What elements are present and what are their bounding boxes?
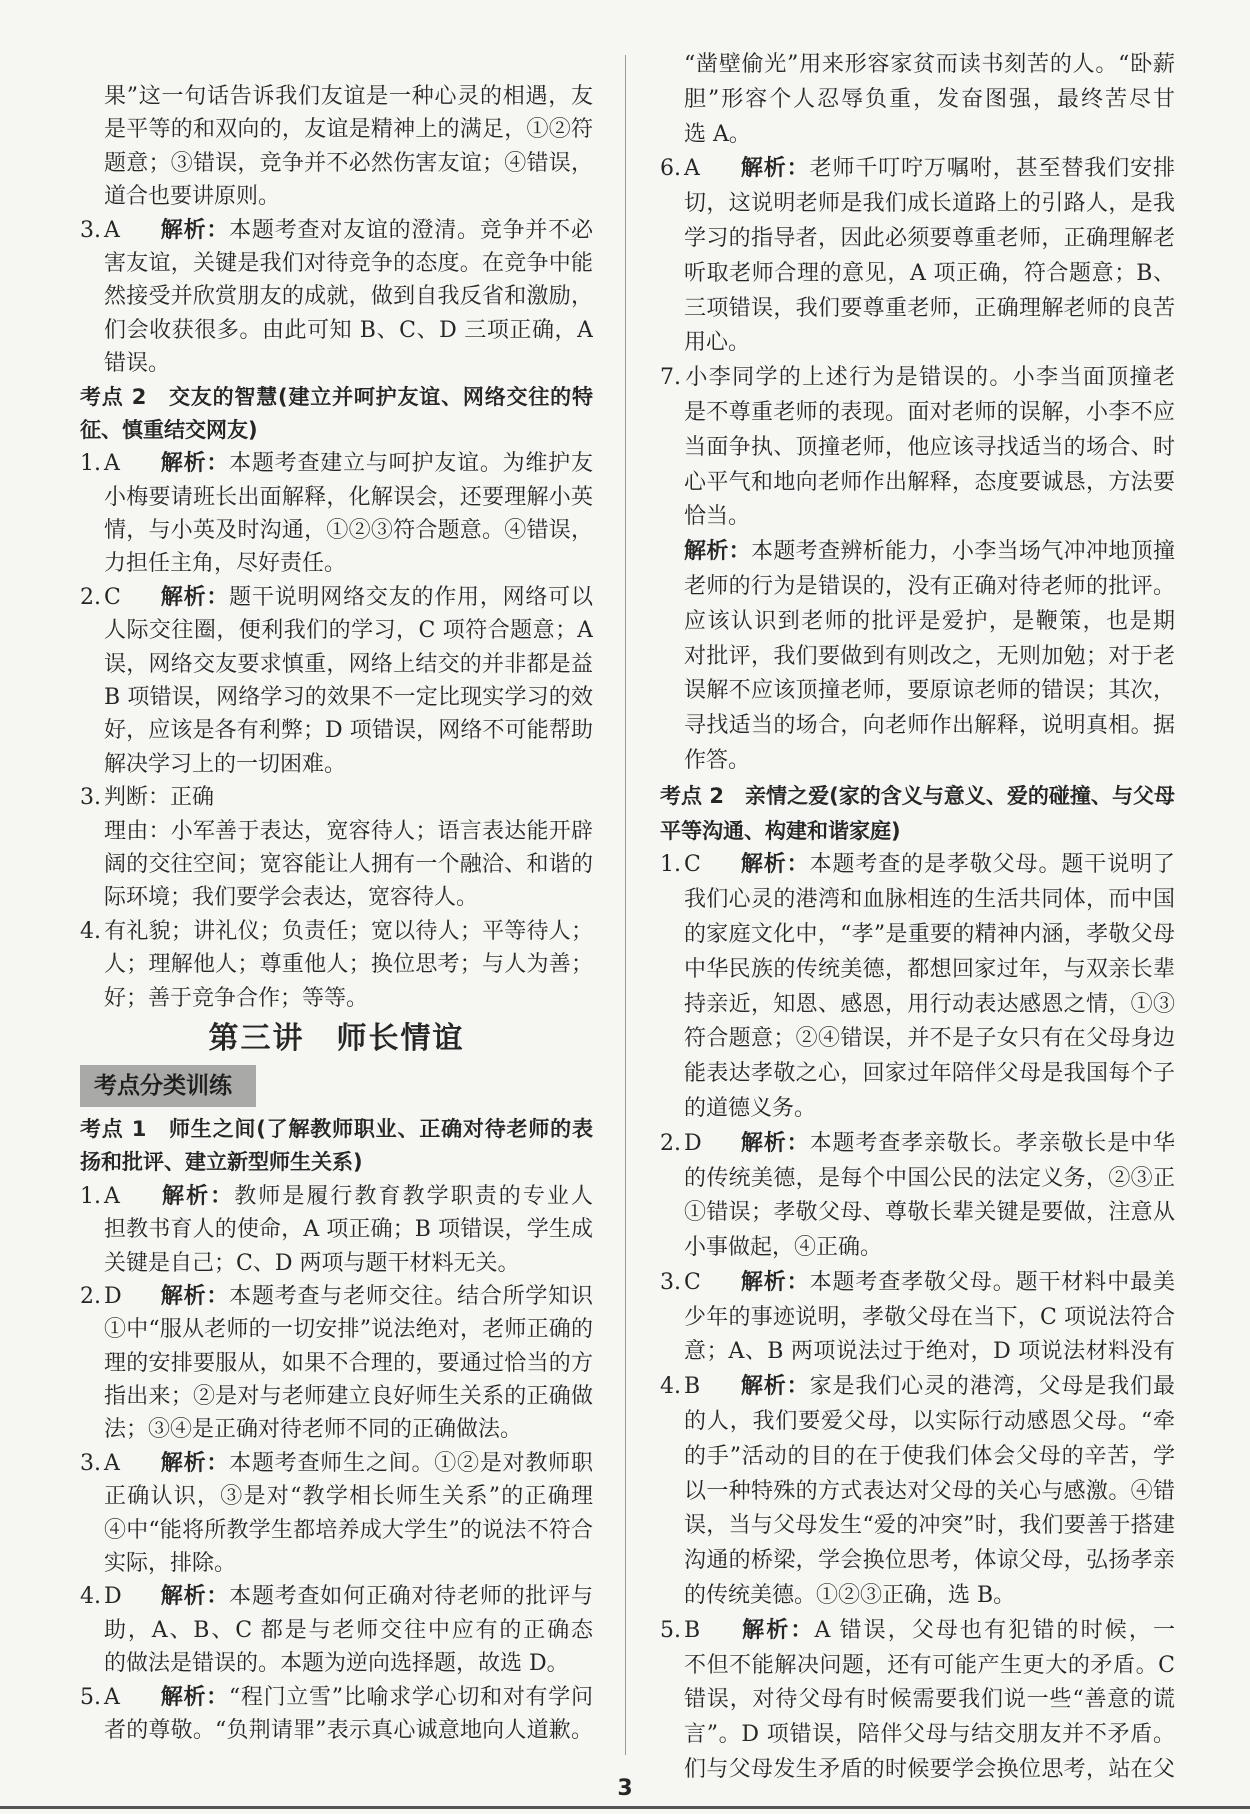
page-number: 3: [617, 1776, 633, 1801]
line-text: 的做法是错误的。本题为逆向选择题，故选 D。: [104, 1651, 569, 1677]
text-line: [660, 1022, 1175, 1057]
text-line: [80, 881, 593, 914]
line-text: “程门立雪”比喻求学心切和对有学问: [228, 1684, 593, 1710]
line-text: 沟通的桥梁，学会换位思考，体谅父母，弘扬孝亲: [684, 1548, 1175, 1574]
line-text: 平等沟通、构建和谐家庭): [660, 818, 901, 843]
text-line: [660, 292, 1175, 327]
line-text: 误，当与父母发生“爱的冲突”时，我们要善于搭建: [684, 1513, 1175, 1539]
line-text: 道合也要讲原则。: [104, 184, 281, 210]
text-line: [80, 1380, 593, 1413]
line-text: 意；A、B 两项说法过于绝对，D 项说法材料没有: [684, 1339, 1175, 1365]
text-line: [80, 948, 593, 981]
text-line: [660, 1335, 1175, 1370]
text-line: [660, 1753, 1175, 1788]
left-column: [80, 80, 593, 1747]
line-text: 关键是自己；C、D 两项与题干材料无关。: [104, 1250, 520, 1276]
line-text: 本题考查与老师交往。结合所学知识: [229, 1283, 593, 1309]
column-divider: [625, 55, 626, 1755]
line-text: 中华民族的传统美德，都想回家过年，与双亲长辈: [684, 956, 1175, 982]
line-text: 选 A。: [684, 121, 751, 147]
line-text: 能表达孝敬之心，回家过年陪伴父母是我国每个子: [684, 1061, 1175, 1087]
text-line: [80, 147, 593, 180]
answer-item-line: [80, 1180, 593, 1213]
answer-choice: D: [104, 1584, 122, 1610]
line-text: 错误。: [104, 351, 171, 377]
item-number: 2.: [80, 584, 101, 610]
text-line: [660, 257, 1175, 292]
text-line: [80, 1547, 593, 1580]
answer-item-line: [660, 1370, 1175, 1405]
text-line: [80, 815, 593, 848]
line-text: 作答。: [684, 747, 751, 773]
line-text: 我们心灵的港湾和血脉相连的生活共同体，而中国: [684, 887, 1175, 913]
text-line: [80, 748, 593, 781]
text-line: [660, 83, 1175, 118]
line-text: 正确认识，③是对“教学相长师生关系”的正确理: [104, 1484, 593, 1510]
line-text: 本题考查的是孝敬父母。题干说明了: [809, 852, 1175, 878]
text-line: [80, 547, 593, 580]
text-line: [80, 1247, 593, 1280]
text-line: [80, 848, 593, 881]
item-number: 3.: [80, 785, 101, 811]
text-line: [80, 982, 593, 1015]
line-text: 们会收获很多。由此可知 B、C、D 三项正确，A: [104, 317, 593, 343]
lecture-title: 第三讲 师长情谊: [208, 1020, 465, 1056]
text-line: [80, 714, 593, 747]
text-line: [660, 883, 1175, 918]
item-number: 3.: [80, 1450, 101, 1476]
line-text: 考点 2 交友的智慧(建立并呵护友谊、网络交往的特: [80, 384, 593, 409]
line-text: 小梅要请班长出面解释，化解误会，还要理解小英: [104, 484, 593, 510]
text-line: [80, 1480, 593, 1513]
analysis-label: 解析：: [740, 1374, 810, 1400]
text-line: [660, 1649, 1175, 1684]
answer-choice: B: [684, 1617, 701, 1643]
answer-choice: A: [104, 451, 120, 477]
analysis-label: 解析：: [160, 1684, 229, 1710]
text-line: [660, 1162, 1175, 1197]
text-line: [80, 80, 593, 113]
analysis-label: 解析：: [740, 156, 810, 182]
section-banner: [80, 1063, 593, 1113]
text-line: [80, 347, 593, 380]
answer-item-line: [660, 361, 1175, 396]
answer-item-line: [80, 1280, 593, 1313]
answer-choice: A: [684, 156, 700, 182]
line-text: 理的安排要服从，如果不合理的，要通过恰当的方: [104, 1350, 593, 1376]
line-text: 考点 2 亲情之爱(家的含义与意义、爱的碰撞、与父母: [660, 783, 1175, 808]
line-text: 是不尊重老师的表现。面对老师的误解，小李不应: [684, 399, 1175, 425]
text-line: [660, 396, 1175, 431]
analysis-label: 解析：: [740, 1130, 810, 1156]
text-line: [80, 113, 593, 146]
answer-choice: B: [684, 1374, 701, 1400]
text-line: [80, 1213, 593, 1246]
item-number: 6.: [660, 156, 681, 182]
text-line: [660, 500, 1175, 535]
line-text: 实际，排除。: [104, 1551, 237, 1577]
analysis-label: 解析：: [160, 1584, 230, 1610]
line-text: 力担任主角，尽好责任。: [104, 551, 347, 577]
item-number: 2.: [660, 1130, 681, 1156]
line-text: 少年的事迹说明，孝敬父母在当下，C 项说法符合: [684, 1304, 1175, 1330]
answer-choice: A: [104, 1450, 120, 1476]
text-line: [80, 514, 593, 547]
text-line: [80, 1413, 593, 1446]
line-text: 本题考查师生之间。①②是对教师职: [229, 1450, 593, 1476]
text-line: [660, 431, 1175, 466]
answer-choice: A: [104, 1684, 120, 1710]
answer-item-line: [80, 1447, 593, 1480]
answer-item-line: [80, 214, 593, 247]
line-text: 教师是履行教育教学职责的专业人: [234, 1183, 593, 1209]
item-number: 4.: [80, 918, 101, 944]
line-text: 的家庭文化中，“孝”是重要的精神内涵，孝敬父母: [684, 921, 1175, 947]
line-text: 扬和批评、建立新型师生关系): [80, 1150, 363, 1175]
line-text: 本题考查对友谊的澄清。竞争并不必: [229, 217, 593, 243]
line-text: 们与父母发生矛盾的时候要学会换位思考，站在父: [684, 1757, 1175, 1783]
answer-item-line: [80, 781, 593, 814]
bottom-rule: [0, 1806, 1250, 1809]
analysis-label: 解析：: [684, 539, 751, 565]
line-text: 理由：小军善于表达，宽容待人；语言表达能开辟: [104, 818, 593, 844]
line-text: 人际交往圈，便利我们的学习，C 项符合题意；A: [104, 618, 593, 644]
answer-item-line: [660, 1266, 1175, 1301]
line-text: 误解不应该顶撞老师，要原谅老师的错误；其次，: [684, 678, 1175, 704]
analysis-label: 解析：: [160, 1283, 230, 1309]
line-text: 本题考查孝亲敬长。孝亲敬长是中华: [809, 1130, 1175, 1156]
topic-heading-line: [80, 1113, 593, 1146]
text-line: [660, 118, 1175, 153]
answer-choice: D: [104, 1283, 122, 1309]
line-text: 征、慎重结交网友): [80, 417, 258, 442]
line-text: 考点 1 师生之间(了解教师职业、正确对待老师的表: [80, 1116, 593, 1141]
text-line: [660, 1231, 1175, 1266]
answer-item-line: [80, 915, 593, 948]
text-line: [660, 1196, 1175, 1231]
line-text: 的手”活动的目的在于使我们体会父母的辛苦，学: [684, 1443, 1175, 1469]
text-line: [660, 187, 1175, 222]
answer-choice: A: [104, 1183, 120, 1209]
line-text: 的人，我们要爱父母，以实际行动感恩父母。“牵: [684, 1409, 1175, 1435]
line-text: ④中“能将所教学生都培养成大学生”的说法不符合: [104, 1517, 593, 1543]
line-text: 果”这一句话告诉我们友谊是一种心灵的相遇，友: [104, 84, 593, 109]
line-text: 符合题意；②④错误，并不是子女只有在父母身边: [684, 1026, 1175, 1052]
text-line: [80, 648, 593, 681]
text-line: [660, 1509, 1175, 1544]
analysis-label: 解析：: [740, 852, 810, 878]
line-text: 人；理解他人；尊重他人；换位思考；与人为善；: [104, 952, 593, 978]
line-text: 判断：正确: [104, 785, 215, 811]
line-text: 本题考查辨析能力，小李当场气冲冲地顶撞: [751, 539, 1175, 565]
line-text: 害友谊，关键是我们对待竞争的态度。在竞争中能: [104, 250, 593, 276]
text-line: [80, 180, 593, 213]
line-text: 际环境；我们要学会表达，宽容待人。: [104, 885, 479, 911]
text-line: [80, 280, 593, 313]
line-text: 持亲近，知恩、感恩，用行动表达感恩之情，①③: [684, 991, 1175, 1017]
topic-heading-line: [660, 814, 1175, 849]
line-text: B 项错误，网络学习的效果不一定比现实学习的效: [104, 685, 593, 711]
right-column: [660, 48, 1175, 1788]
item-number: 4.: [80, 1584, 101, 1610]
analysis-label: 解析：: [740, 1269, 810, 1295]
line-text: 胆”形容个人忍辱负重，发奋图强，最终苦尽甘: [684, 86, 1175, 112]
line-text: 应该认识到老师的批评是爱护，是鞭策，也是期: [684, 608, 1175, 634]
analysis-label: 解析：: [160, 1183, 235, 1209]
item-number: 1.: [660, 852, 681, 878]
text-line: [660, 709, 1175, 744]
line-text: 担教书育人的使命，A 项正确；B 项错误，学生成: [104, 1217, 593, 1243]
line-text: 不但不能解决问题，还有可能产生更大的矛盾。C: [684, 1652, 1175, 1678]
line-text: 的传统美德。①②③正确，选 B。: [684, 1583, 1016, 1609]
text-line: [660, 953, 1175, 988]
text-line: [660, 535, 1175, 570]
text-line: [80, 1714, 593, 1747]
text-line: [660, 605, 1175, 640]
line-text: 切，这说明老师是我们成长道路上的引路人，是我: [684, 191, 1175, 217]
answer-item-line: [80, 1681, 593, 1714]
line-text: 本题考查如何正确对待老师的批评与: [229, 1584, 593, 1610]
analysis-label: 解析：: [160, 217, 230, 243]
line-text: 题意；③错误，竞争并不必然伤害友谊；④错误，: [104, 150, 593, 176]
item-number: 4.: [660, 1374, 681, 1400]
analysis-label: 解析：: [160, 451, 230, 477]
text-line: [660, 1718, 1175, 1753]
analysis-label: 解析：: [160, 1450, 230, 1476]
line-text: 阔的交往空间；宽容能让人拥有一个融洽、和谐的: [104, 851, 593, 877]
text-line: [80, 1514, 593, 1547]
line-text: 家是我们心灵的港湾，父母是我们最: [809, 1374, 1175, 1400]
text-line: [660, 674, 1175, 709]
line-text: 以一种特殊的方式表达对父母的关心与感激。④错: [684, 1478, 1175, 1504]
line-text: ①中“服从老师的一切安排”说法绝对，老师正确的: [104, 1317, 593, 1343]
text-line: [660, 988, 1175, 1023]
analysis-label: 解析：: [740, 1617, 815, 1643]
text-line: [660, 1057, 1175, 1092]
text-line: [660, 1440, 1175, 1475]
item-number: 2.: [80, 1283, 101, 1309]
line-text: ①错误；孝敬父母、尊敬长辈关键是要做，注意从: [684, 1200, 1175, 1226]
line-text: 者的尊敬。“负荆请罪”表示真心诚意地向人道歉。: [104, 1717, 593, 1743]
answer-item-line: [660, 152, 1175, 187]
item-number: 5.: [660, 1617, 681, 1643]
line-text: 错误，对待父母有时候需要我们说一些“善意的谎: [684, 1687, 1175, 1713]
line-text: 好，应该是各有利弊；D 项错误，网络不可能帮助: [104, 718, 593, 744]
line-text: 本题考查孝敬父母。题干材料中最美: [809, 1269, 1175, 1295]
answer-choice: C: [684, 1269, 701, 1295]
text-line: [660, 570, 1175, 605]
line-text: 法；③④是正确对待老师不同的正确做法。: [104, 1417, 523, 1443]
text-line: [660, 48, 1175, 83]
line-text: 然接受并欣赏朋友的成就，做到自我反省和激励，: [104, 284, 593, 310]
text-line: [660, 222, 1175, 257]
text-line: [660, 326, 1175, 361]
line-text: 好；善于竞争合作；等等。: [104, 985, 369, 1011]
text-line: [660, 744, 1175, 779]
answer-item-line: [80, 581, 593, 614]
line-text: 的道德义务。: [684, 1095, 817, 1121]
line-text: 寻找适当的场合，向老师作出解释，说明真相。据: [684, 713, 1175, 739]
analysis-label: 解析：: [160, 584, 230, 610]
line-text: 小事做起，④正确。: [684, 1235, 883, 1261]
item-number: 5.: [80, 1684, 101, 1710]
item-number: 1.: [80, 1183, 101, 1209]
text-line: [660, 1544, 1175, 1579]
answer-choice: A: [104, 217, 120, 243]
line-text: 当面争执、顶撞老师，他应该寻找适当的场合、时: [684, 434, 1175, 460]
text-line: [80, 1614, 593, 1647]
text-line: [660, 466, 1175, 501]
item-number: 1.: [80, 451, 101, 477]
text-line: [80, 681, 593, 714]
text-line: [660, 640, 1175, 675]
line-text: 指出来；②是对与老师建立良好师生关系的正确做: [104, 1384, 593, 1410]
line-text: 对批评，我们要做到有则改之，无则加勉；对于老: [684, 643, 1175, 669]
line-text: “凿壁偷光”用来形容家贫而读书刻苦的人。“卧薪: [684, 52, 1175, 77]
topic-heading-line: [80, 1146, 593, 1179]
line-text: 老师的行为是错误的，没有正确对待老师的批评。: [684, 573, 1175, 599]
line-text: 是平等的和双向的，友谊是精神上的满足，①②符: [104, 117, 593, 143]
text-line: [660, 1475, 1175, 1510]
line-text: A 错误，父母也有犯错的时候，一: [814, 1617, 1175, 1643]
line-text: 有礼貌；讲礼仪；负责任；宽以待人；平等待人；: [104, 918, 593, 944]
text-line: [80, 481, 593, 514]
text-line: [80, 314, 593, 347]
line-text: 心平气和地向老师作出解释，态度要诚恳，方法要: [684, 469, 1175, 495]
line-text: 学习的指导者，因此必须要尊重老师，正确理解老: [684, 225, 1175, 251]
line-text: 恰当。: [684, 504, 751, 530]
text-line: [660, 1579, 1175, 1614]
line-text: 误，网络交友要求慎重，网络上结交的并非都是益: [104, 651, 593, 677]
line-text: 三项错误，我们要尊重老师，正确理解老师的良苦: [684, 295, 1175, 321]
topic-heading-line: [80, 414, 593, 447]
line-text: 老师千叮咛万嘱咐，甚至替我们安排: [809, 156, 1175, 182]
item-number: 3.: [80, 217, 101, 243]
section-banner-label: 考点分类训练: [80, 1065, 256, 1107]
answer-item-line: [660, 848, 1175, 883]
text-line: [80, 247, 593, 280]
answer-item-line: [660, 1127, 1175, 1162]
answer-choice: D: [684, 1130, 702, 1156]
line-text: 助，A、B、C 都是与老师交往中应有的正确态: [104, 1617, 593, 1643]
line-text: 情，与小英及时沟通，①②③符合题意。④错误，: [104, 518, 593, 544]
answer-choice: C: [684, 852, 701, 878]
answer-choice: C: [104, 584, 121, 610]
item-number: 7.: [660, 365, 681, 391]
line-text: 听取老师合理的意见，A 项正确，符合题意；B、: [684, 260, 1175, 286]
answer-item-line: [80, 447, 593, 480]
text-line: [660, 1301, 1175, 1336]
line-text: 用心。: [684, 330, 751, 356]
answer-item-line: [660, 1614, 1175, 1649]
text-line: [660, 1405, 1175, 1440]
text-line: [660, 1683, 1175, 1718]
line-text: 本题考查建立与呵护友谊。为维护友: [229, 451, 593, 477]
topic-heading-line: [80, 381, 593, 414]
text-line: [80, 1313, 593, 1346]
line-text: 言”。D 项错误，陪伴父母与结交朋友并不矛盾。: [684, 1722, 1175, 1748]
text-line: [80, 1347, 593, 1380]
line-text: 小李同学的上述行为是错误的。小李当面顶撞老: [684, 365, 1175, 391]
line-text: 题干说明网络交友的作用，网络可以: [229, 584, 593, 610]
text-line: [660, 918, 1175, 953]
answer-item-line: [80, 1580, 593, 1613]
text-line: [660, 1092, 1175, 1127]
text-line: [80, 1647, 593, 1680]
line-text: 解决学习上的一切困难。: [104, 751, 347, 777]
topic-heading-line: [660, 779, 1175, 814]
text-line: [80, 614, 593, 647]
item-number: 3.: [660, 1269, 681, 1295]
line-text: 的传统美德，是每个中国公民的法定义务，②③正: [684, 1165, 1175, 1191]
